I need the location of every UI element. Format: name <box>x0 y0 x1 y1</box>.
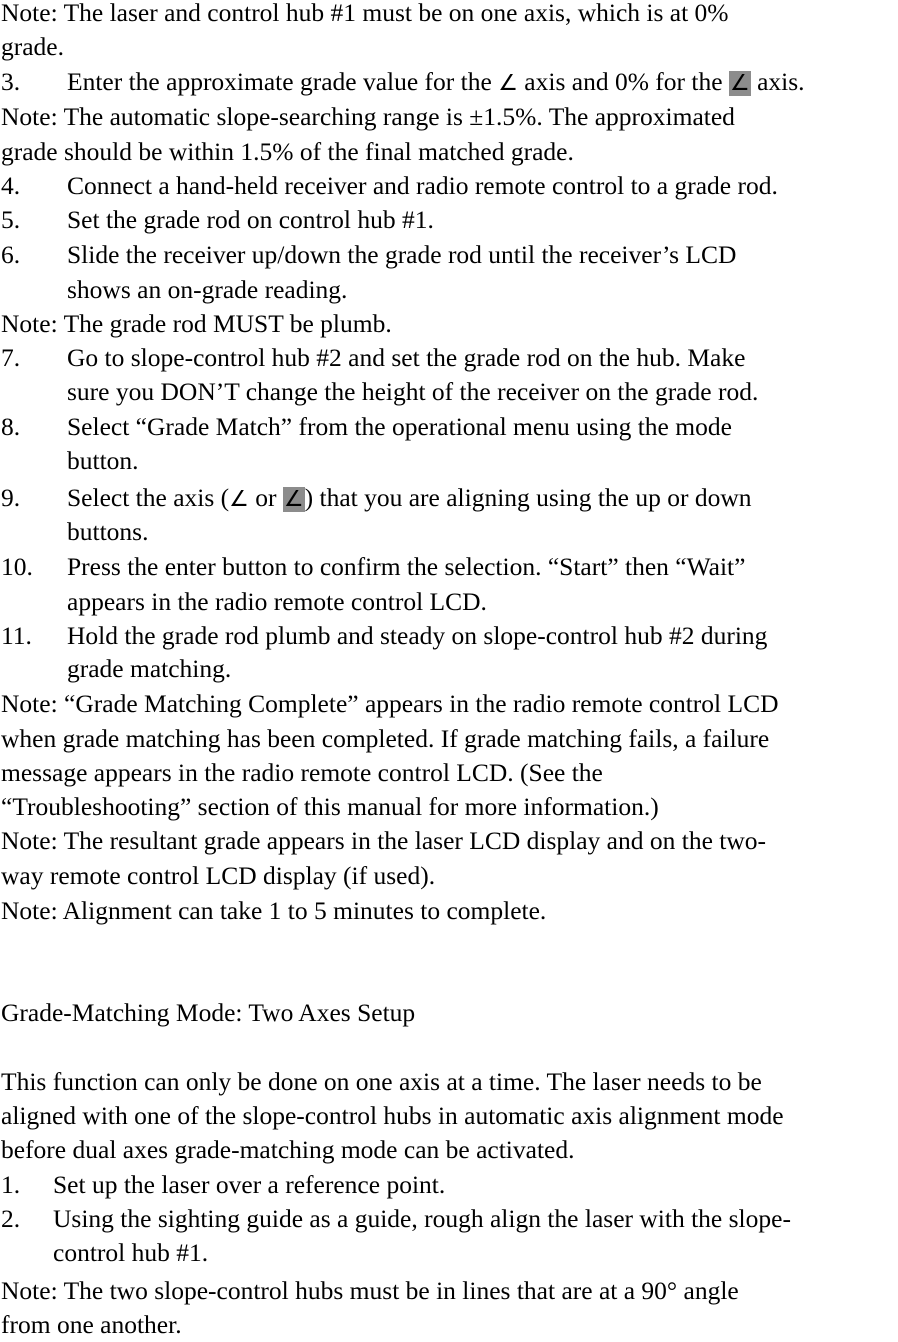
note-resultant-line2: way remote control LCD display (if used). <box>1 861 436 890</box>
step6-line1: Slide the receiver up/down the grade rod until the receiver’s LCD <box>67 240 737 269</box>
step9-pre: Select the axis ( <box>67 483 230 512</box>
step11-line1: Hold the grade rod plumb and steady on slope-control hub #2 during <box>67 621 768 650</box>
step9-mid: or <box>248 483 283 512</box>
note-time: Note: Alignment can take 1 to 5 minutes to complete. <box>1 896 547 925</box>
stepB2-line1: Using the sighting guide as a guide, rough align the laser with the slope- <box>53 1204 791 1233</box>
step3-mid: axis and 0% for the <box>517 67 729 96</box>
step8-line2: button. <box>67 446 139 475</box>
note-angle-line1: Note: The two slope-control hubs must be in lines that are at a 90° angle <box>1 1276 739 1305</box>
note-angle-line2: from one another. <box>1 1310 182 1339</box>
angle-icon: ∠ <box>229 487 249 512</box>
note-hub1-line1: Note: The laser and control hub #1 must be on one axis, which is at 0% <box>1 0 729 27</box>
note-hub1-line2: grade. <box>1 32 65 61</box>
note-complete-line1: Note: “Grade Matching Complete” appears in the radio remote control LCD <box>1 689 779 718</box>
section-heading: Grade-Matching Mode: Two Axes Setup <box>1 998 416 1027</box>
step9-post: ) that you are aligning using the up or down <box>304 483 752 512</box>
note-range-line1: Note: The automatic slope-searching range is ±1.5%. The approximated <box>1 102 735 131</box>
intro-line3: before dual axes grade-matching mode can be activated. <box>1 1135 575 1164</box>
angle-highlighted-icon: ∠ <box>729 71 750 96</box>
step3-post: axis. <box>750 67 805 96</box>
step3-text <box>67 65 805 101</box>
step3-number: 3. <box>1 67 21 96</box>
angle-highlighted-icon: ∠ <box>283 487 304 512</box>
step9-number: 9. <box>1 483 21 512</box>
step7-line2: sure you DON’T change the height of the receiver on the grade rod. <box>67 377 759 406</box>
stepB2-number: 2. <box>1 1204 21 1233</box>
step8-number: 8. <box>1 412 21 441</box>
stepB1-number: 1. <box>1 1170 21 1199</box>
step3-pre: Enter the approximate grade value for the <box>67 67 499 96</box>
step4-text: Connect a hand-held receiver and radio remote control to a grade rod. <box>67 171 778 200</box>
note-complete-line4: “Troubleshooting” section of this manual for more information.) <box>1 792 659 821</box>
step5-number: 5. <box>1 205 21 234</box>
step10-line2: appears in the radio remote control LCD. <box>67 587 487 616</box>
step8-line1: Select “Grade Match” from the operational menu using the mode <box>67 412 732 441</box>
stepB1-text: Set up the laser over a reference point. <box>53 1170 446 1199</box>
step9-line1 <box>67 481 752 517</box>
step7-line1: Go to slope-control hub #2 and set the grade rod on the hub. Make <box>67 343 746 372</box>
step11-number: 11. <box>1 621 32 650</box>
intro-line2: aligned with one of the slope-control hubs in automatic axis alignment mode <box>1 1101 784 1130</box>
intro-line1: This function can only be done on one axis at a time. The laser needs to be <box>1 1067 762 1096</box>
step6-number: 6. <box>1 240 21 269</box>
note-plumb: Note: The grade rod MUST be plumb. <box>1 309 392 338</box>
step10-number: 10. <box>1 552 33 581</box>
step5-text: Set the grade rod on control hub #1. <box>67 205 434 234</box>
note-complete-line3: message appears in the radio remote control LCD. (See the <box>1 758 603 787</box>
note-range-line2: grade should be within 1.5% of the final matched grade. <box>1 137 574 166</box>
step9-line2: buttons. <box>67 517 149 546</box>
step6-line2: shows an on-grade reading. <box>67 275 348 304</box>
angle-icon: ∠ <box>498 71 518 96</box>
step4-number: 4. <box>1 171 21 200</box>
note-resultant-line1: Note: The resultant grade appears in the laser LCD display and on the two- <box>1 826 767 855</box>
note-complete-line2: when grade matching has been completed. If grade matching fails, a failure <box>1 724 770 753</box>
step10-line1: Press the enter button to confirm the selection. “Start” then “Wait” <box>67 552 746 581</box>
stepB2-line2: control hub #1. <box>53 1238 209 1267</box>
step11-line2: grade matching. <box>67 654 232 683</box>
step7-number: 7. <box>1 343 21 372</box>
